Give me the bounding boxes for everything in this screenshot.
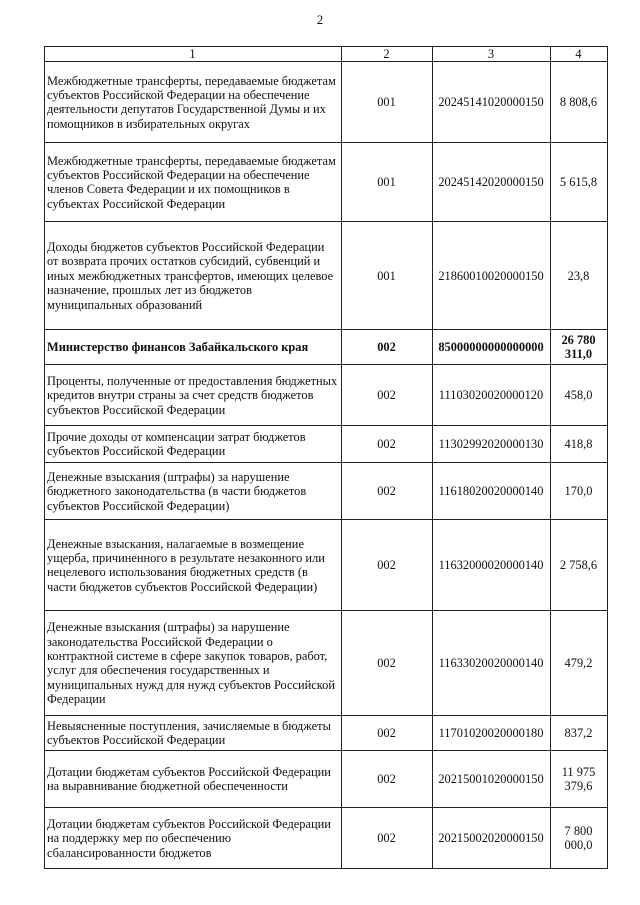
revenue-name-cell: Денежные взыскания, налагаемые в возмещение ущерба, причиненного в результате незаконного или нецелевого использования бюджетных средств (в части бюджетов субъектов Российской Федерации) <box>45 520 342 611</box>
column-number-1: 1 <box>45 47 342 62</box>
amount-cell: 26 780 311,0 <box>551 330 608 365</box>
amount-cell: 11 975 379,6 <box>551 751 608 808</box>
table-row <box>45 143 608 222</box>
table-row <box>45 716 608 751</box>
budget-code-cell: 11701020020000180 <box>433 716 551 751</box>
amount-cell: 2 758,6 <box>551 520 608 611</box>
admin-code-cell: 002 <box>342 365 433 426</box>
table-row <box>45 222 608 330</box>
table-row <box>45 751 608 808</box>
column-number-row <box>45 47 608 62</box>
admin-code-cell: 002 <box>342 716 433 751</box>
revenue-name-cell: Межбюджетные трансферты, передаваемые бюджетам субъектов Российской Федерации на обеспечение членов Совета Федерации и их помощников в субъектах Российской Федерации <box>45 143 342 222</box>
amount-cell: 5 615,8 <box>551 143 608 222</box>
table-row <box>45 426 608 463</box>
budget-code-cell: 11632000020000140 <box>433 520 551 611</box>
revenue-name-cell: Министерство финансов Забайкальского края <box>45 330 342 365</box>
budget-code-cell: 11633020020000140 <box>433 611 551 716</box>
budget-code-cell: 11103020020000120 <box>433 365 551 426</box>
revenue-name-cell: Доходы бюджетов субъектов Российской Федерации от возврата прочих остатков субсидий, субвенций и иных межбюджетных трансфертов, имеющих целевое назначение, прошлых лет из бюджетов муниципальных образований <box>45 222 342 330</box>
admin-code-cell: 002 <box>342 426 433 463</box>
revenue-name-cell: Денежные взыскания (штрафы) за нарушение бюджетного законодательства (в части бюджетов субъектов Российской Федерации) <box>45 463 342 520</box>
table-row <box>45 463 608 520</box>
amount-cell: 23,8 <box>551 222 608 330</box>
admin-code-cell: 001 <box>342 62 433 143</box>
budget-code-cell: 85000000000000000 <box>433 330 551 365</box>
amount-cell: 479,2 <box>551 611 608 716</box>
admin-code-cell: 002 <box>342 751 433 808</box>
admin-code-cell: 002 <box>342 330 433 365</box>
amount-cell: 8 808,6 <box>551 62 608 143</box>
revenue-name-cell: Прочие доходы от компенсации затрат бюджетов субъектов Российской Федерации <box>45 426 342 463</box>
page-number: 2 <box>316 12 324 27</box>
amount-cell: 458,0 <box>551 365 608 426</box>
budget-code-cell: 20245141020000150 <box>433 62 551 143</box>
revenue-name-cell: Невыясненные поступления, зачисляемые в бюджеты субъектов Российской Федерации <box>45 716 342 751</box>
admin-code-cell: 002 <box>342 520 433 611</box>
admin-code-cell: 001 <box>342 222 433 330</box>
revenue-name-cell: Денежные взыскания (штрафы) за нарушение законодательства Российской Федерации о контрактной системе в сфере закупок товаров, работ, услуг для обеспечения государственных и муниципальных нужд для нужд субъектов Российской Федерации <box>45 611 342 716</box>
admin-code-cell: 001 <box>342 143 433 222</box>
amount-cell: 837,2 <box>551 716 608 751</box>
column-number-2: 2 <box>342 47 433 62</box>
table-row <box>45 62 608 143</box>
table-body <box>45 47 608 869</box>
budget-code-cell: 11302992020000130 <box>433 426 551 463</box>
table-row <box>45 808 608 869</box>
admin-code-cell: 002 <box>342 611 433 716</box>
amount-cell: 418,8 <box>551 426 608 463</box>
revenue-name-cell: Проценты, полученные от предоставления бюджетных кредитов внутри страны за счет средств бюджетов субъектов Российской Федерации <box>45 365 342 426</box>
budget-code-cell: 21860010020000150 <box>433 222 551 330</box>
revenue-table <box>44 46 608 869</box>
table-row <box>45 365 608 426</box>
column-number-4: 4 <box>551 47 608 62</box>
revenue-name-cell: Дотации бюджетам субъектов Российской Федерации на выравнивание бюджетной обеспеченности <box>45 751 342 808</box>
budget-code-cell: 11618020020000140 <box>433 463 551 520</box>
column-number-3: 3 <box>433 47 551 62</box>
budget-code-cell: 20215002020000150 <box>433 808 551 869</box>
budget-code-cell: 20245142020000150 <box>433 143 551 222</box>
table-row <box>45 611 608 716</box>
revenue-name-cell: Дотации бюджетам субъектов Российской Федерации на поддержку мер по обеспечению сбалансированности бюджетов <box>45 808 342 869</box>
admin-code-cell: 002 <box>342 463 433 520</box>
amount-cell: 170,0 <box>551 463 608 520</box>
amount-cell: 7 800 000,0 <box>551 808 608 869</box>
table-row-section <box>45 330 608 365</box>
revenue-name-cell: Межбюджетные трансферты, передаваемые бюджетам субъектов Российской Федерации на обеспечение деятельности депутатов Государственной Думы и их помощников в избирательных округах <box>45 62 342 143</box>
budget-code-cell: 20215001020000150 <box>433 751 551 808</box>
table-row <box>45 520 608 611</box>
admin-code-cell: 002 <box>342 808 433 869</box>
